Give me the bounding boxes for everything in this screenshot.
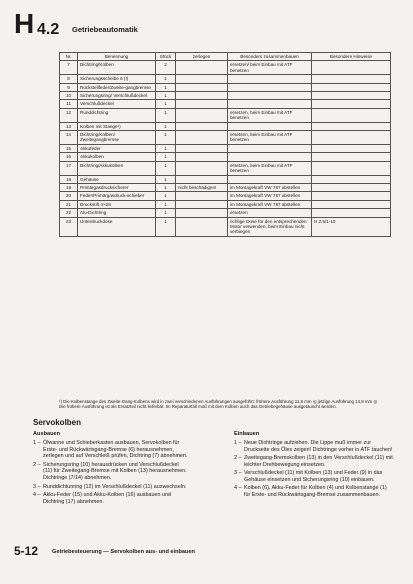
cell-assemble <box>228 144 312 152</box>
cell-name: Dichtring/Kolben <box>78 61 156 75</box>
cell-name: Akkufeder <box>78 144 156 152</box>
cell-qty: 1 <box>156 175 176 183</box>
cell-name: Druckstift 4×28 <box>78 200 156 208</box>
ausbauen-heading: Ausbauen <box>33 431 61 437</box>
cell-notes <box>312 192 391 200</box>
ausbauen-column <box>33 431 188 507</box>
page-number: 5-12 <box>14 544 39 558</box>
step-text: Runddichtunring (12) im Verschlußdeckel (11) auswechseln. <box>43 483 187 490</box>
cell-notes <box>312 209 391 217</box>
table-row <box>60 100 391 108</box>
table-row <box>60 200 391 208</box>
cell-qty: 1 <box>156 92 176 100</box>
footnote: ¹) Die Kolbenstange des Zweite-Gang-Kolbens wird in zwei verschiedenen Ausführungen ausgeführt: frühere Ausführung 11,8 mm ◎ jetzige Ausführung 14,8 mm ◎ Die frühere Ausführung ist als Ersatzteil nicht lieferbar. Im Reparaturfall muß mit dem Kolben auch das Getriebegehäuse ausgetauscht werden. <box>59 399 378 409</box>
col-header-notes: Besondere Hinweise <box>312 53 391 61</box>
cell-nr: 21 <box>60 200 78 208</box>
cell-assemble <box>228 83 312 91</box>
cell-qty: 2 <box>156 61 176 75</box>
cell-name: Akkukolben <box>78 153 156 161</box>
cell-notes <box>312 183 391 191</box>
cell-disassemble <box>176 100 228 108</box>
table-row <box>60 92 391 100</box>
page-header <box>14 9 314 41</box>
chapter-letter: H <box>14 8 34 39</box>
step-text: Akku-Feder (15) und Akku-Kolben (16) ausbauen und Dichtring (17) abnehmen. <box>43 491 171 505</box>
einbauen-heading: Einbauen <box>234 431 260 437</box>
cell-disassemble <box>176 200 228 208</box>
cell-notes <box>312 61 391 75</box>
cell-name: Kolben mit Stange¹) <box>78 122 156 130</box>
col-header-nr: Nr. <box>60 53 78 61</box>
ausbauen-step <box>33 484 188 491</box>
table-row <box>60 161 391 175</box>
cell-name: Primärgasdrucksicherer <box>78 183 156 191</box>
cell-disassemble <box>176 161 228 175</box>
step-number: 1 – <box>234 439 242 446</box>
cell-name: Rückstellfeder/Zweite-gangbremse <box>78 83 156 91</box>
einbauen-column <box>234 431 394 500</box>
col-header-qty: Stück <box>156 53 176 61</box>
cell-qty: 1 <box>156 183 176 191</box>
cell-qty: 1 <box>156 122 176 130</box>
cell-name: Dichtring/Akkukolben <box>78 161 156 175</box>
cell-notes <box>312 83 391 91</box>
footer-text: Getriebesteuerung — Servokolben aus- und einbauen <box>52 549 195 555</box>
cell-qty: 1 <box>156 153 176 161</box>
step-text: Neue Dichtringe aufziehen. Die Lippe muß immer zur Druckseite des Öles zeigen! Dichtringe vorher in ATF tauchen! <box>244 439 393 453</box>
page-footer <box>14 544 374 558</box>
cell-notes: H 2.5/1-10 <box>312 217 391 236</box>
cell-nr: 20 <box>60 192 78 200</box>
cell-notes <box>312 108 391 122</box>
cell-qty: 1 <box>156 192 176 200</box>
table-row <box>60 153 391 161</box>
cell-notes <box>312 75 391 83</box>
step-number: 3 – <box>234 469 242 476</box>
einbauen-step <box>234 470 394 484</box>
table-row <box>60 144 391 152</box>
cell-name: Dichtring/Kolben/ Zweitegangbremse <box>78 131 156 145</box>
cell-nr: 22 <box>60 209 78 217</box>
table-header-row <box>60 53 391 61</box>
cell-notes <box>312 122 391 130</box>
cell-assemble: ersetzen <box>228 209 312 217</box>
section-title: Getriebeautomatik <box>72 25 138 34</box>
cell-nr: 18 <box>60 175 78 183</box>
cell-name: Verschlußdeckel <box>78 100 156 108</box>
step-number: 3 – <box>33 483 41 490</box>
cell-name: Sicherungsring/ Verschlußdeckel <box>78 92 156 100</box>
step-number: 2 – <box>234 454 242 461</box>
cell-qty: 1 <box>156 75 176 83</box>
table-row <box>60 122 391 130</box>
cell-notes <box>312 92 391 100</box>
section-number: 4.2 <box>37 21 60 38</box>
cell-qty: 1 <box>156 161 176 175</box>
cell-qty: 1 <box>156 200 176 208</box>
table-row <box>60 108 391 122</box>
cell-name: Runddichtring <box>78 108 156 122</box>
step-text: Kolben (6), Akku-Feder für Kolben (4) und Kolbenstange (1) für Erste- und Rückwärtsgang-Bremse zusammenbauen. <box>244 485 387 498</box>
cell-disassemble <box>176 192 228 200</box>
cell-qty: 1 <box>156 100 176 108</box>
col-header-disassemble: zerlegen <box>176 53 228 61</box>
cell-disassemble <box>176 108 228 122</box>
cell-assemble: im Montagekraft VW 787 abstellen <box>228 200 312 208</box>
cell-nr: 9 <box>60 83 78 91</box>
cell-assemble: ersetzen, beim Einbau mit ATF benetzen <box>228 161 312 175</box>
col-header-assemble: Besonders zusammenbauen <box>228 53 312 61</box>
cell-name: Gehäuse <box>78 175 156 183</box>
einbauen-step <box>234 455 394 469</box>
ausbauen-step <box>33 492 188 506</box>
cell-notes <box>312 161 391 175</box>
step-number: 4 – <box>33 491 41 498</box>
cell-disassemble <box>176 122 228 130</box>
cell-notes <box>312 153 391 161</box>
cell-nr: 7 <box>60 61 78 75</box>
cell-notes <box>312 144 391 152</box>
ausbauen-step <box>33 440 188 460</box>
cell-notes <box>312 200 391 208</box>
cell-notes <box>312 131 391 145</box>
cell-assemble <box>228 153 312 161</box>
cell-disassemble <box>176 217 228 236</box>
cell-nr: 12 <box>60 108 78 122</box>
cell-nr: 13 <box>60 122 78 130</box>
cell-nr: 19 <box>60 183 78 191</box>
parts-table <box>59 52 391 237</box>
table-row <box>60 217 391 236</box>
cell-assemble: ersetzen/ beim Einbau mit ATF benetzen <box>228 61 312 75</box>
einbauen-step <box>234 440 394 454</box>
table-row <box>60 192 391 200</box>
cell-assemble <box>228 92 312 100</box>
table-row <box>60 209 391 217</box>
cell-disassemble <box>176 131 228 145</box>
cell-qty: 1 <box>156 144 176 152</box>
cell-assemble: im Montagekraft VW 787 abstellen <box>228 192 312 200</box>
table-row <box>60 61 391 75</box>
ausbauen-step <box>33 462 188 482</box>
cell-assemble <box>228 75 312 83</box>
table-row <box>60 75 391 83</box>
step-text: Zweitegang-Bremskolben (13) in den Verschlußdeckel (11) mit leichter Drehbewegung einsetzen. <box>244 454 393 468</box>
cell-qty: 1 <box>156 217 176 236</box>
cell-assemble <box>228 122 312 130</box>
cell-qty: 1 <box>156 131 176 145</box>
cell-disassemble <box>176 153 228 161</box>
cell-disassemble <box>176 61 228 75</box>
cell-disassemble <box>176 144 228 152</box>
cell-qty: 1 <box>156 209 176 217</box>
cell-notes <box>312 100 391 108</box>
cell-nr: 14 <box>60 131 78 145</box>
cell-nr: 10 <box>60 92 78 100</box>
step-number: 2 – <box>33 461 41 468</box>
cell-assemble: richtige Dose für den entsprechenden Motor verwenden, beim Einbau nicht verbiegen <box>228 217 312 236</box>
step-text: Verschlußdeckel (11) mit Kolben (13) und Feder (9) in das Gehäuse einsetzen und Sicherungsring (10) einbauen. <box>244 469 383 483</box>
step-number: 1 – <box>33 439 41 446</box>
step-text: Sicherungsring (10) herausdrücken und Verschlußdeckel (11) für Zweitegang-Bremse mit Kolben (13) herausnehmen. Dichtringe (7/14) abnehmen. <box>43 461 187 482</box>
table-row <box>60 131 391 145</box>
col-header-name: Benennung <box>78 53 156 61</box>
cell-qty: 1 <box>156 83 176 91</box>
cell-disassemble <box>176 83 228 91</box>
cell-name: Feder/Primärgasdruck-schieber <box>78 192 156 200</box>
cell-disassemble: nicht beschädigen! <box>176 183 228 191</box>
cell-disassemble <box>176 175 228 183</box>
table-row <box>60 183 391 191</box>
cell-name: Alu-Dichtring <box>78 209 156 217</box>
cell-qty: 1 <box>156 108 176 122</box>
table-row <box>60 83 391 91</box>
cell-nr: 11 <box>60 100 78 108</box>
cell-nr: 8 <box>60 75 78 83</box>
cell-nr: 16 <box>60 153 78 161</box>
step-text: Ölwanne und Schieberkasten ausbauen, Servokolben für Erste- und Rückwärtsgang-Bremse (6) herausnehmen, zerlegen und auf Verschleiß prüfen, Dichtring (7) abnehmen. <box>43 439 188 460</box>
cell-nr: 15 <box>60 144 78 152</box>
einbauen-step <box>234 485 394 499</box>
cell-disassemble <box>176 209 228 217</box>
servokolben-heading: Servokolben <box>33 418 82 427</box>
cell-name: Sicherungsscheibe 6 (!) <box>78 75 156 83</box>
cell-assemble: ersetzen, beim Einbau mit ATF benetzen <box>228 108 312 122</box>
cell-nr: 23 <box>60 217 78 236</box>
cell-assemble <box>228 100 312 108</box>
cell-nr: 17 <box>60 161 78 175</box>
cell-disassemble <box>176 92 228 100</box>
cell-name: Unterdruckdose <box>78 217 156 236</box>
table-row <box>60 175 391 183</box>
cell-disassemble <box>176 75 228 83</box>
step-number: 4 – <box>234 485 242 492</box>
cell-assemble <box>228 175 312 183</box>
cell-notes <box>312 175 391 183</box>
cell-assemble: im Montagekraft VW 787 abstellen <box>228 183 312 191</box>
cell-assemble: ersetzen, beim Einbau mit ATF benetzen <box>228 131 312 145</box>
